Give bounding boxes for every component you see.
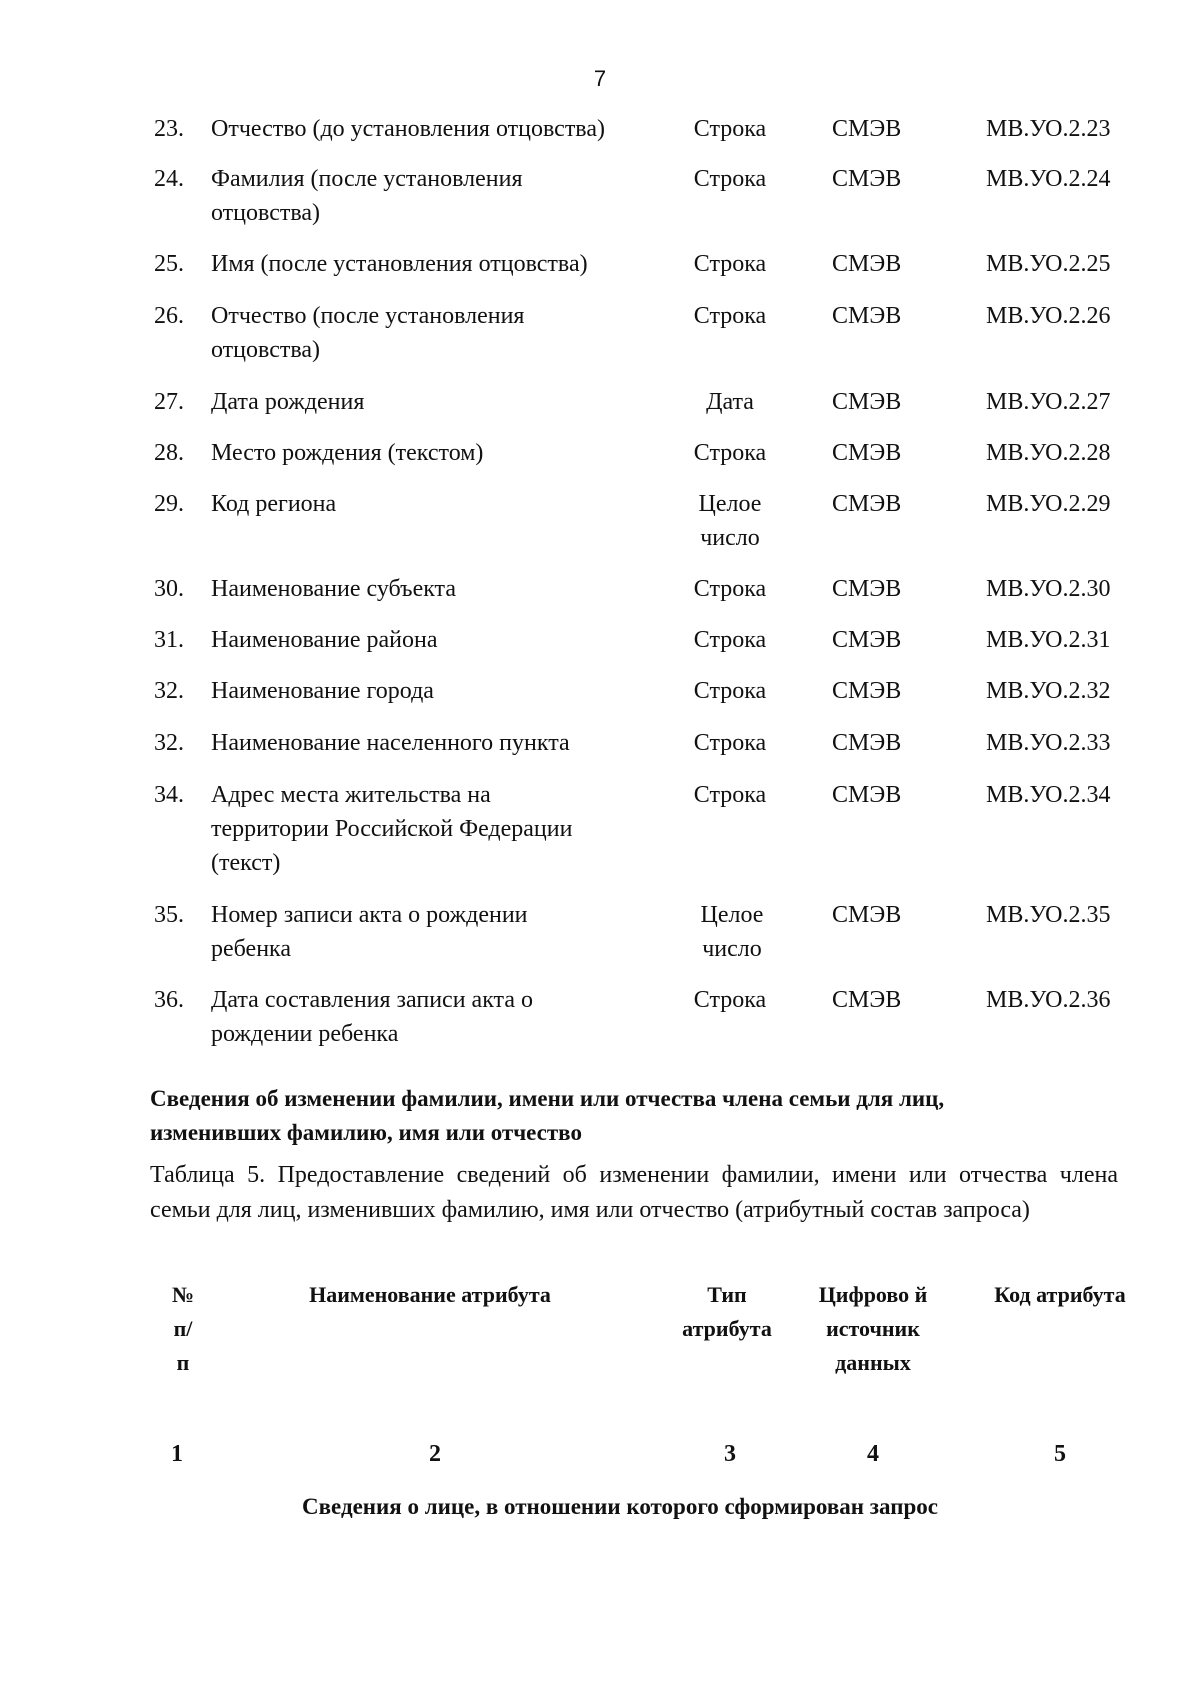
- table-row: [0, 385, 1200, 425]
- row-number: 27.: [154, 389, 184, 415]
- attribute-type: Дата: [706, 389, 754, 415]
- data-source: СМЭВ: [832, 902, 902, 928]
- table-row: [0, 112, 1200, 152]
- attribute-code: МВ.УО.2.34: [986, 782, 1111, 808]
- column-index: 3: [724, 1441, 736, 1467]
- attribute-name: Дата рождения: [211, 389, 365, 415]
- row-number: 30.: [154, 576, 184, 602]
- row-number: 25.: [154, 251, 184, 277]
- attribute-name: Место рождения (текстом): [211, 440, 484, 466]
- data-source: СМЭВ: [832, 440, 902, 466]
- attribute-code: МВ.УО.2.36: [986, 987, 1111, 1013]
- table-row: [0, 623, 1200, 663]
- row-number: 26.: [154, 303, 184, 329]
- attribute-name: Наименование города: [211, 678, 434, 704]
- table-row: [0, 898, 1200, 968]
- data-source: СМЭВ: [832, 303, 902, 329]
- attribute-type: Строка: [693, 440, 767, 466]
- data-source: СМЭВ: [832, 730, 902, 756]
- attribute-name: Отчество (до установления отцовства): [211, 116, 605, 142]
- row-number: 32.: [154, 730, 184, 756]
- attribute-code: МВ.УО.2.26: [986, 303, 1111, 329]
- attribute-code: МВ.УО.2.24: [986, 166, 1111, 192]
- column-index: 2: [429, 1441, 441, 1467]
- attribute-name: Наименование района: [211, 627, 438, 653]
- attribute-name: Адрес места жительства на территории Российской Федерации (текст): [211, 782, 573, 876]
- attribute-name: Наименование субъекта: [211, 576, 456, 602]
- header-attribute-name: Наименование атрибута: [309, 1282, 551, 1307]
- table-row: [0, 674, 1200, 714]
- table-row: [0, 162, 1200, 232]
- row-number: 32.: [154, 678, 184, 704]
- data-source: СМЭВ: [832, 576, 902, 602]
- row-number: 28.: [154, 440, 184, 466]
- table-row: [0, 778, 1200, 882]
- table-row: [0, 983, 1200, 1053]
- attribute-name: Фамилия (после установления отцовства): [211, 166, 523, 226]
- attribute-type: Целое число: [700, 902, 764, 962]
- row-number: 36.: [154, 987, 184, 1013]
- row-number: 23.: [154, 116, 184, 142]
- attribute-code: МВ.УО.2.28: [986, 440, 1111, 466]
- table-row: [0, 299, 1200, 369]
- row-number: 34.: [154, 782, 184, 808]
- attribute-type: Строка: [693, 251, 767, 277]
- attribute-code: МВ.УО.2.31: [986, 627, 1111, 653]
- column-index: 5: [1054, 1441, 1066, 1467]
- table-row: [0, 436, 1200, 476]
- header-attribute-type: Тип атрибута: [682, 1282, 772, 1341]
- table-row: [0, 572, 1200, 612]
- header-attribute-code: Код атрибута: [994, 1282, 1126, 1307]
- attribute-code: МВ.УО.2.29: [986, 491, 1111, 517]
- column-index: 4: [867, 1441, 879, 1467]
- section-heading: Сведения об изменении фамилии, имени или отчества члена семьи для лиц, изменивших фамилию, имя или отчество: [150, 1086, 945, 1145]
- header-number: № п/ п: [171, 1282, 195, 1375]
- data-source: СМЭВ: [832, 389, 902, 415]
- attribute-type: Строка: [693, 782, 767, 808]
- attribute-type: Строка: [693, 116, 767, 142]
- page-number: 7: [593, 66, 607, 91]
- attribute-code: МВ.УО.2.33: [986, 730, 1111, 756]
- data-source: СМЭВ: [832, 782, 902, 808]
- data-source: СМЭВ: [832, 627, 902, 653]
- table-row: [0, 726, 1200, 766]
- data-source: СМЭВ: [832, 251, 902, 277]
- row-number: 35.: [154, 902, 184, 928]
- attribute-type: Строка: [693, 576, 767, 602]
- attribute-type: Строка: [693, 166, 767, 192]
- data-source: СМЭВ: [832, 987, 902, 1013]
- column-index: 1: [171, 1441, 183, 1467]
- attribute-type: Строка: [693, 678, 767, 704]
- data-source: СМЭВ: [832, 116, 902, 142]
- subsection-heading-text: Сведения о лице, в отношении которого сформирован запрос: [302, 1494, 938, 1519]
- data-source: СМЭВ: [832, 166, 902, 192]
- attribute-name: Код региона: [211, 491, 337, 517]
- attribute-name: Наименование населенного пункта: [211, 730, 570, 756]
- attribute-name: Имя (после установления отцовства): [211, 251, 588, 277]
- attribute-name: Отчество (после установления отцовства): [211, 303, 525, 363]
- table-row: [0, 247, 1200, 287]
- attribute-type: Строка: [693, 303, 767, 329]
- attribute-type: Целое число: [698, 491, 762, 551]
- attribute-code: МВ.УО.2.25: [986, 251, 1111, 277]
- header-data-source: Цифрово й источник данных: [818, 1282, 928, 1375]
- attribute-type: Строка: [693, 730, 767, 756]
- attribute-code: МВ.УО.2.35: [986, 902, 1111, 928]
- subsection-heading: [0, 1490, 1200, 1524]
- attribute-code: МВ.УО.2.27: [986, 389, 1111, 415]
- attribute-type: Строка: [693, 627, 767, 653]
- attribute-name: Номер записи акта о рождении ребенка: [211, 902, 528, 962]
- attribute-code: МВ.УО.2.30: [986, 576, 1111, 602]
- data-source: СМЭВ: [832, 678, 902, 704]
- attribute-name: Дата составления записи акта о рождении ребенка: [211, 987, 533, 1047]
- attribute-code: МВ.УО.2.32: [986, 678, 1111, 704]
- attribute-type: Строка: [693, 987, 767, 1013]
- table-row: [0, 487, 1200, 557]
- attribute-code: МВ.УО.2.23: [986, 116, 1111, 142]
- data-source: СМЭВ: [832, 491, 902, 517]
- row-number: 29.: [154, 491, 184, 517]
- row-number: 24.: [154, 166, 184, 192]
- table-caption: Таблица 5. Предоставление сведений об изменении фамилии, имени или отчества члена семьи для лиц, изменивших фамилию, имя или отчество (атрибутный состав запроса): [150, 1162, 1118, 1223]
- row-number: 31.: [154, 627, 184, 653]
